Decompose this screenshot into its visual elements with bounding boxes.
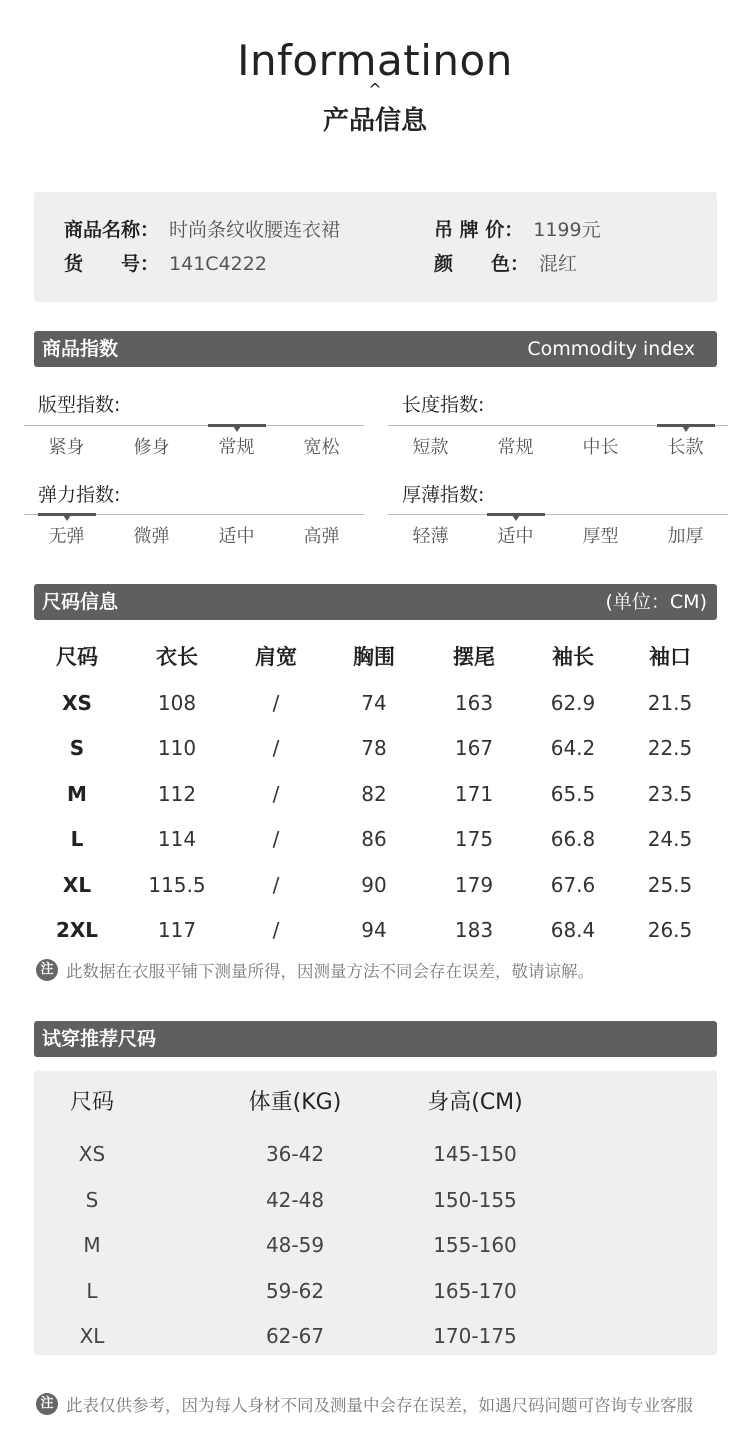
table-row [34,1316,717,1356]
thickness-index-scale [388,514,728,554]
product-name-label: 商品名称： [64,219,160,241]
size-info-unit: (单位：CM) [605,591,707,613]
table-cell: 155-160 [433,1233,517,1257]
table-cell: 150-155 [433,1187,517,1212]
table-cell: 2XL [55,918,99,942]
table-cell: 117 [157,918,197,942]
scale-option: 厚型 [582,526,619,547]
table-cell: / [272,872,280,897]
table-cell: XS [78,1142,106,1166]
triangle-down-icon [63,515,71,521]
scale-option: 修身 [133,437,170,458]
table-cell: 94 [361,918,387,942]
column-header: 体重(KG) [248,1090,342,1115]
color-value: 混红 [539,253,578,275]
table-row [27,727,722,773]
elasticity-index-scale [24,514,364,554]
table-cell: 64.2 [550,736,596,760]
table-cell: XL [62,872,92,897]
table-cell: 175 [454,827,494,851]
scale-line [24,425,364,426]
recommend-bar [34,1021,717,1057]
table-cell: 171 [454,781,494,806]
table-cell: 183 [454,918,494,942]
column-header: 胸围 [353,645,395,669]
scale-option: 常规 [497,437,534,458]
note-icon: 注 [36,1393,58,1415]
table-cell: 145-150 [433,1142,517,1166]
table-cell: XL [79,1324,105,1348]
table-cell: / [272,827,280,851]
table-cell: 68.4 [550,918,596,942]
triangle-down-icon [512,515,520,521]
table-cell: 82 [361,781,387,806]
note-icon: 注 [36,959,58,981]
product-name-value: 时尚条纹收腰连衣裙 [169,219,341,241]
table-cell: 165-170 [433,1278,517,1303]
table-cell: 74 [361,690,387,715]
table-cell: 78 [361,736,387,760]
scale-option: 中长 [582,437,619,458]
color-label: 颜 色： [434,253,530,275]
recommend-note [36,1392,693,1416]
sku-label: 货 号： [64,253,160,275]
column-header: 袖长 [552,645,594,669]
table-cell: 65.5 [550,781,596,806]
table-cell: / [272,781,280,806]
product-info-box [34,192,717,302]
column-header: 肩宽 [255,645,297,669]
table-row [27,818,722,864]
thickness-index-label: 厚薄指数: [402,484,485,506]
scale-option: 无弹 [48,526,85,547]
table-cell: 62.9 [550,690,596,715]
table-row [27,864,722,910]
table-cell: 170-175 [433,1324,517,1348]
size-info-bar [34,584,717,620]
commodity-index-bar [34,331,717,367]
size-note [36,958,594,982]
scale-option: 适中 [497,526,534,547]
column-header: 衣长 [156,645,198,669]
table-cell: 108 [157,690,197,715]
commodity-index-title-en: Commodity index [527,338,695,360]
page-title: Informatinon [237,36,513,85]
table-cell: 167 [454,736,494,760]
scale-option: 轻薄 [412,526,449,547]
size-table [27,636,722,955]
column-header: 袖口 [649,645,691,669]
table-cell: 112 [157,781,197,806]
table-cell: / [272,736,280,760]
table-cell: 90 [361,872,387,897]
table-cell: XS [62,690,92,715]
size-info-title: 尺码信息 [42,591,119,613]
table-row [34,1271,717,1311]
table-cell: 21.5 [647,690,693,715]
scale-option: 宽松 [303,437,340,458]
scale-option: 适中 [218,526,255,547]
table-row [34,1134,717,1174]
length-index-label: 长度指数: [402,394,485,416]
table-cell: 86 [361,827,387,851]
column-header: 摆尾 [453,645,495,669]
table-cell: 179 [454,872,494,897]
product-name-row [64,218,340,242]
table-row [34,1225,717,1265]
scale-line [388,514,728,515]
table-cell: L [70,827,84,851]
table-row [27,909,722,955]
table-cell: 67.6 [550,872,596,897]
scale-option: 加厚 [667,526,704,547]
price-row [434,218,601,242]
sku-value: 141C4222 [169,253,267,275]
caret-up-icon: ^ [368,80,382,99]
table-cell: 163 [454,690,494,715]
column-header: 尺码 [69,1090,114,1115]
column-header: 尺码 [56,645,98,669]
table-cell: M [83,1233,101,1257]
table-cell: 114 [157,827,197,851]
table-cell: 62-67 [265,1324,325,1348]
scale-option: 短款 [412,437,449,458]
table-cell: 36-42 [265,1142,325,1166]
triangle-down-icon [682,426,690,432]
fit-index-label: 版型指数: [38,394,121,416]
size-table-header [27,636,722,682]
table-cell: 110 [157,736,197,760]
recommend-note-text: 此表仅供参考，因为每人身材不同及测量中会存在误差，如遇尺码问题可咨询专业客服 [66,1396,693,1415]
recommend-title: 试穿推荐尺码 [42,1028,157,1050]
elasticity-index-label: 弹力指数: [38,484,121,506]
table-cell: 66.8 [550,827,596,851]
table-cell: 25.5 [647,872,693,897]
table-cell: 48-59 [265,1233,325,1257]
table-cell: 22.5 [647,736,693,760]
color-row [434,252,577,276]
table-cell: 26.5 [647,918,693,942]
scale-option: 微弹 [133,526,170,547]
table-cell: / [272,690,280,715]
sku-row [64,252,267,276]
table-cell: 115.5 [148,872,206,897]
length-index-scale [388,425,728,465]
commodity-index-title: 商品指数 [42,338,119,360]
table-cell: 24.5 [647,827,693,851]
table-cell: S [85,1187,99,1212]
triangle-down-icon [233,426,241,432]
table-cell: M [67,781,87,806]
table-cell: S [69,736,85,760]
page-subtitle: 产品信息 [322,106,427,136]
table-cell: / [272,918,280,942]
table-row [34,1180,717,1220]
table-cell: L [86,1278,98,1303]
recommend-header [34,1083,717,1123]
column-header: 身高(CM) [427,1090,523,1115]
table-row [27,773,722,819]
table-cell: 59-62 [265,1278,325,1303]
scale-option: 长款 [667,437,704,458]
size-note-text: 此数据在衣服平铺下测量所得，因测量方法不同会存在误差，敬请谅解。 [66,962,594,981]
scale-option: 高弹 [303,526,340,547]
table-row [27,682,722,728]
recommend-table [34,1071,717,1355]
fit-index-scale [24,425,364,465]
price-value: 1199元 [533,219,601,241]
scale-option: 常规 [218,437,255,458]
table-cell: 42-48 [265,1187,325,1212]
price-label: 吊 牌 价： [434,219,524,241]
table-cell: 23.5 [647,781,693,806]
scale-option: 紧身 [48,437,85,458]
